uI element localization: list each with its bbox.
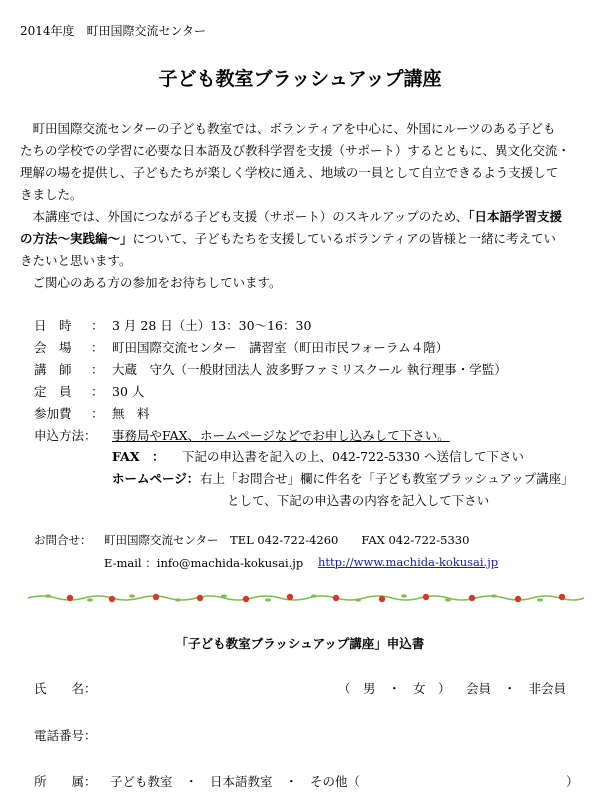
contact-label: お問合せ： [34, 533, 92, 547]
intro-paragraph-3: ご関心のある方の参加をお待ちしています。 [32, 275, 282, 290]
intro-line-2: たちの学校での学習に必要な日本語及び教科学習を支援（サポート）するとともに、異文化交流・ [20, 143, 571, 158]
contact-email: E-mail ：info@machida-kokusai.jp [104, 556, 304, 570]
affiliation-label: 所 属： [34, 774, 97, 789]
fax-label: FAX ： [112, 449, 165, 464]
phone-label: 電話番号： [34, 728, 97, 743]
apply-label: 申込方法： [34, 428, 97, 443]
intro-p2-bold-2: の方法〜実践編〜」 [20, 231, 133, 246]
member-options[interactable]: 会員 ・ 非会員 [466, 681, 567, 696]
intro-paragraph-2 [20, 206, 580, 272]
intro-p2-post-1: について、子どもたちを支援しているボランティアの皆様と一緒に考えてい [132, 231, 557, 246]
flower-vine-divider [28, 592, 584, 604]
date-value: 3 月 28 日（土）13：30〜16：30 [112, 318, 312, 333]
intro-paragraph-1 [20, 118, 580, 206]
capacity-colon: ： [91, 384, 104, 399]
page-title: 子ども教室ブラッシュアップ講座 [158, 68, 442, 90]
lecturer-colon: ： [91, 362, 104, 377]
capacity-value: 30 人 [112, 384, 145, 399]
fee-colon: ： [91, 406, 104, 421]
contact-org-line: 町田国際交流センター TEL 042-722-4260 FAX 042-722-5330 [104, 533, 470, 547]
affiliation-options[interactable]: 子ども教室 ・ 日本語教室 ・ その他（ [110, 774, 361, 789]
intro-p2-post-2: きたいと思います。 [20, 253, 132, 268]
intro-p2-bold-1: 「日本語学習支援 [468, 209, 563, 224]
venue-label: 会 場 [34, 340, 72, 355]
homepage-value-2: として、下記の申込書の内容を記入して下さい [227, 493, 490, 508]
name-label: 氏 名： [34, 681, 97, 696]
affiliation-close-paren: ） [566, 774, 579, 789]
fax-value: 下記の申込書を記入の上、042-722-5330 へ送信して下さい [182, 449, 524, 464]
intro-line-3: 理解の場を提供し、子どもたちが楽しく学校に通え、地域の一員として自立できるよう支援して [20, 165, 559, 180]
apply-value: 事務局やFAX、ホームページなどでお申し込みして下さい。 [112, 428, 450, 443]
fee-label: 参加費 [34, 406, 72, 421]
capacity-label: 定 員 [34, 384, 72, 399]
header-line: 2014年度 町田国際交流センター [20, 24, 207, 38]
venue-value: 町田国際交流センター 講習室（町田市民フォーラム４階） [112, 340, 449, 355]
venue-colon: ： [91, 340, 104, 355]
date-colon: ： [91, 318, 104, 333]
homepage-label: ホームページ： [112, 471, 200, 486]
fee-value: 無 料 [112, 406, 150, 421]
intro-line-4: きました。 [20, 187, 83, 202]
lecturer-value: 大蔵 守久（一般財団法人 波多野ファミリスクール 執行理事・学監） [112, 362, 507, 377]
date-label: 日 時 [34, 318, 72, 333]
contact-url-link[interactable]: http://www.machida-kokusai.jp [318, 555, 499, 569]
gender-options[interactable]: （ 男 ・ 女 ） [338, 681, 451, 696]
lecturer-label: 講 師 [34, 362, 72, 377]
intro-line-1: 町田国際交流センターの子ども教室では、ボランティアを中心に、外国にルーツのある子ども [32, 121, 556, 136]
homepage-value-1: 右上「お問合せ」欄に件名を「子ども教室ブラッシュアップ講座」 [200, 471, 574, 486]
form-title: 「子ども教室ブラッシュアップ講座」申込書 [175, 636, 425, 651]
intro-p2-pre: 本講座では、外国につながる子ども支援（サポート）のスキルアップのため、 [32, 209, 469, 224]
